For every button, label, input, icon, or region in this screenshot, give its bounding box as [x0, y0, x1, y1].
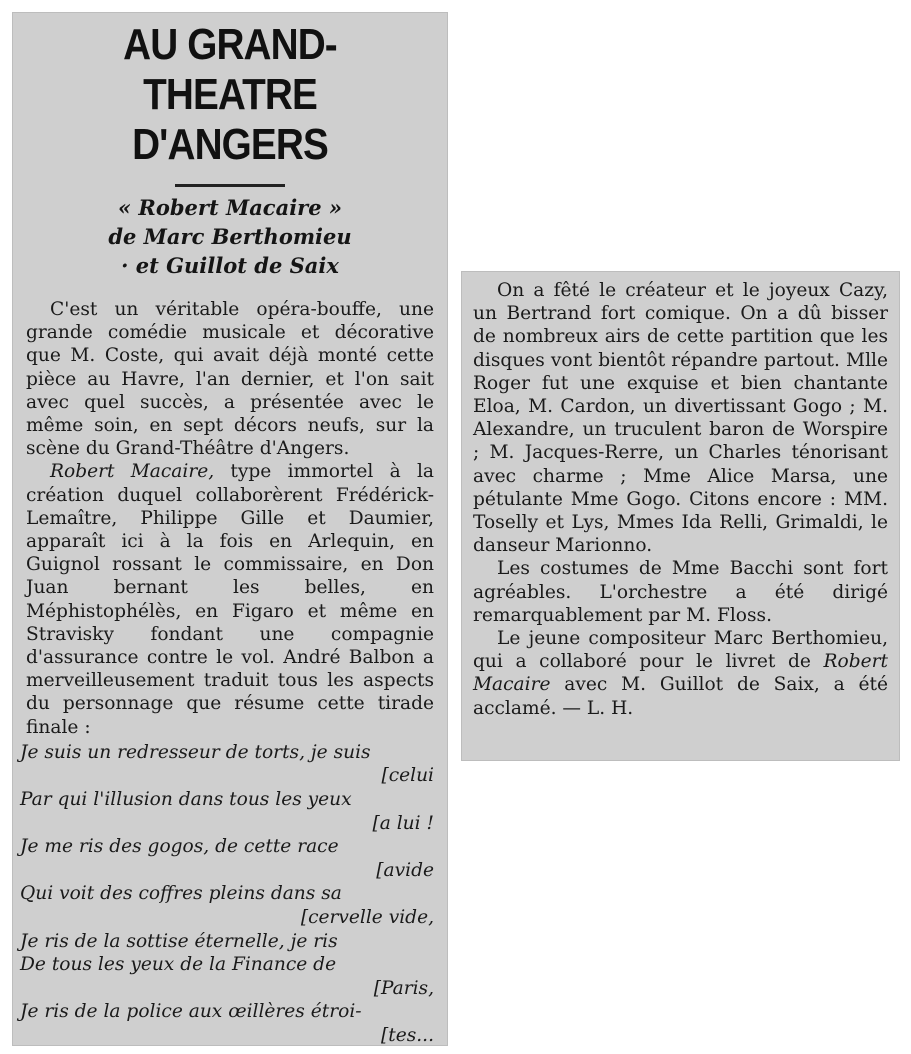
verse-line-continuation: [cervelle vide,	[300, 907, 434, 929]
article-body-right	[461, 271, 900, 720]
paragraph-2-text: type immortel à la création duquel collaborèrent Frédérick-Lemaître, Philippe Gille et Daumier, apparaît ici à la fois en Arlequin, en Guignol rossant le commissaire, en Don Juan bernant les belles, en Méphistophélès, en Figaro et même en Stravisky fondant une compagnie d'assurance contre le vol. André Balbon a merveilleusement traduit tous les aspects du personnage que résume cette tirade finale :	[26, 461, 434, 738]
subhead-line-1: « Robert Macaire »	[117, 195, 343, 220]
article-clipping-left	[12, 12, 448, 1046]
paragraph-3: On a fêté le créateur et le joyeux Cazy, un Bertrand fort comique. On a dû bisser de nombreux airs de cette partition que les disques vont bientôt répandre partout. Mlle Roger fut une exquise et bien chantante Eloa, M. Cardon, un divertissant Gogo ; M. Alexandre, un truculent baron de Worspire ; M. Jacques-Rerre, un Charles ténorisant avec charme ; Mme Alice Marsa, une pétulante Mme Gogo. Citons encore : MM. Toselly et Lys, Mmes Ida Relli, Grimaldi, le danseur Marionno.	[473, 280, 888, 557]
verse-line: Je me ris des gogos, de cette race	[20, 836, 339, 858]
paragraph-2	[26, 460, 434, 738]
play-title: Robert Macaire,	[50, 461, 215, 483]
paragraph-5-text-b: avec M. Guillot de Saix, a été acclamé. — L. H.	[473, 674, 888, 719]
verse-line-continuation: [a lui !	[372, 812, 434, 834]
headline-divider	[175, 184, 285, 187]
verse-line-continuation: [avide	[376, 859, 434, 881]
verse-line: Je suis un redresseur de torts, je suis	[20, 741, 371, 763]
verse-line-continuation: [celui	[381, 765, 434, 787]
paragraph-4: Les costumes de Mme Bacchi sont fort agréables. L'orchestre a été dirigé remarquablement par M. Floss.	[473, 558, 888, 626]
article-body-left	[12, 298, 448, 739]
subhead-line-2: de Marc Berthomieu	[108, 224, 352, 249]
subhead-line-3: · et Guillot de Saix	[121, 253, 339, 278]
headline-line-2: D'ANGERS	[132, 120, 328, 169]
play-title-2: Robert Macaire	[473, 651, 888, 696]
paragraph-5-text-a: Le jeune compositeur Marc Berthomieu, qui a collaboré pour le livret de	[473, 628, 888, 673]
verse-line: Je ris de la police aux œillères étroi-	[20, 1001, 362, 1023]
verse-line: Qui voit des coffres pleins dans sa	[20, 883, 342, 905]
verse-line-continuation: [Paris,	[373, 977, 434, 999]
article-clipping-right	[461, 271, 900, 761]
paragraph-1: C'est un véritable opéra-bouffe, une grande comédie musicale et décorative que M. Coste, qui avait déjà monté cette pièce au Havre, l'an dernier, et l'on sait avec quel succès, a présentée avec le même soin, en sept décors neufs, sur la scène du Grand-Théâtre d'Angers.	[26, 299, 434, 460]
verse-tirade	[12, 739, 448, 1046]
verse-line: Je ris de la sottise éternelle, je ris	[20, 930, 338, 952]
verse-line: Par qui l'illusion dans tous les yeux	[20, 789, 352, 811]
subheadline	[12, 193, 448, 280]
verse-line-continuation: [tes...	[380, 1024, 434, 1046]
headline-line-1: AU GRAND-THEATRE	[123, 20, 337, 119]
headline	[12, 12, 448, 170]
verse-line: De tous les yeux de la Finance de	[20, 954, 337, 976]
paragraph-5	[473, 627, 888, 720]
